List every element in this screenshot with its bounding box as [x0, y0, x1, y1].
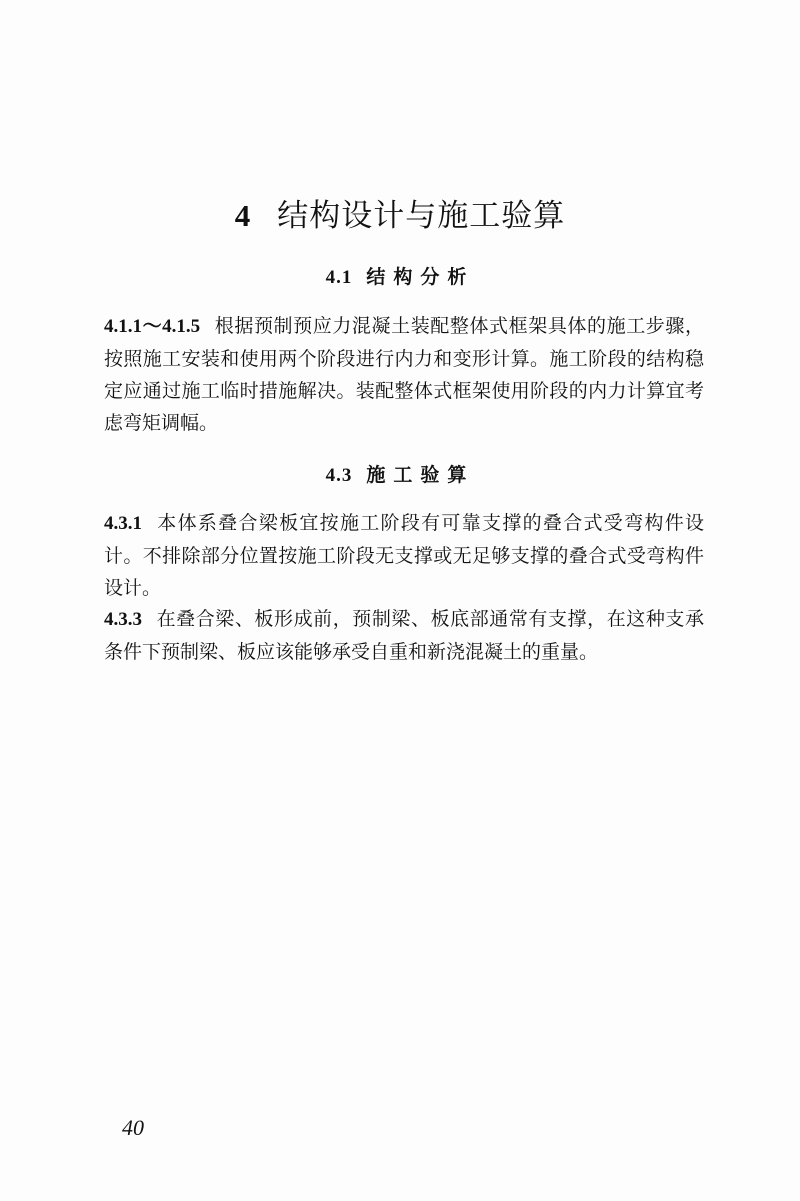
- page-number: 40: [122, 1115, 144, 1140]
- clause-text: 根据预制预应力混凝土装配整体式框架具体的施工步骤，按照施工安装和使用两个阶段进行内力和变形计算。施工阶段的结构稳定应通过施工临时措施解决。装配整体式框架使用阶段的内力计算宜考虑弯矩调幅。: [104, 315, 704, 434]
- clause-4-3-1: [104, 507, 704, 604]
- chapter-title-text: 结构设计与施工验算: [277, 198, 566, 234]
- section-title-4-3: [0, 460, 800, 487]
- clause-text: 本体系叠合梁板宜按施工阶段有可靠支撑的叠合式受弯构件设计。不排除部分位置按施工阶段无支撑或无足够支撑的叠合式受弯构件设计。: [104, 512, 704, 599]
- clause-text: 在叠合梁、板形成前，预制梁、板底部通常有支撑，在这种支承条件下预制梁、板应该能够承受自重和新浇混凝土的重量。: [104, 608, 704, 663]
- chapter-number: 4: [234, 198, 252, 233]
- clause-4-1-1: [104, 310, 704, 439]
- chapter-title: [0, 190, 800, 235]
- section-number: 4.3: [325, 465, 353, 486]
- section-title-4-1: [0, 262, 800, 289]
- clause-number: 4.3.3: [104, 609, 142, 630]
- section-title-text: 施工验算: [366, 464, 475, 486]
- section-number: 4.1: [325, 267, 353, 288]
- clause-number: 4.3.1: [104, 513, 142, 534]
- clause-4-3-3: [104, 603, 704, 668]
- clause-number: 4.1.1～4.1.5: [104, 316, 201, 337]
- section-title-text: 结构分析: [366, 266, 475, 288]
